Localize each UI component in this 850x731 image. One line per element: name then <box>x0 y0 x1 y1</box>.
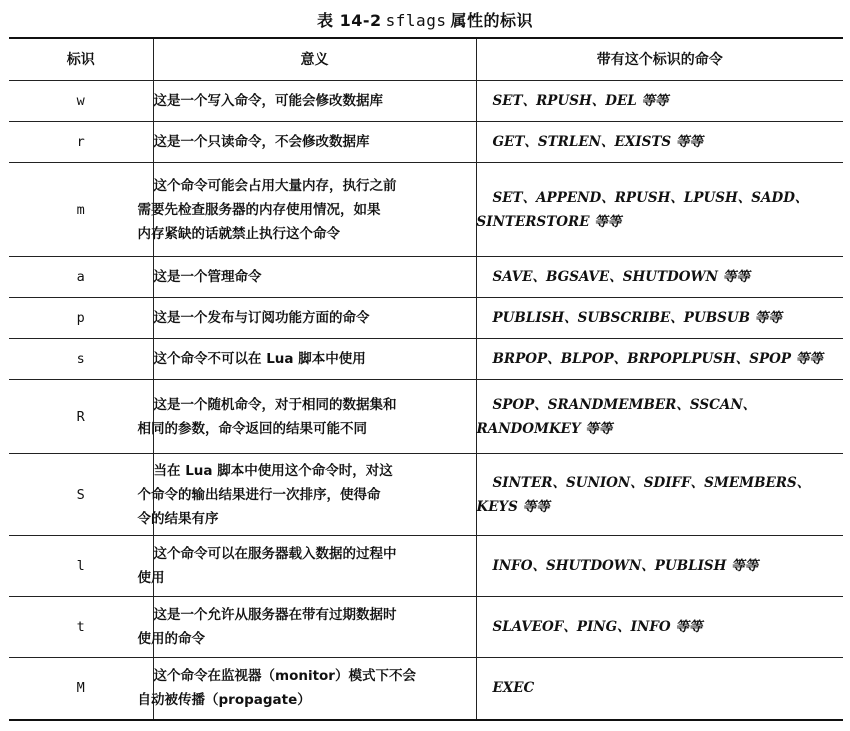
commands-cell <box>476 536 843 597</box>
flag-cell: s <box>9 339 153 380</box>
meaning-line: 这是一个允许从服务器在带有过期数据时 <box>153 607 397 623</box>
header-row <box>9 38 843 81</box>
meaning-cell <box>137 536 476 597</box>
commands-line: KEYS 等等 <box>476 498 550 515</box>
meaning-cell <box>153 339 476 380</box>
table-row <box>9 658 843 720</box>
table-row <box>9 454 843 536</box>
meaning-line: 这是一个随机命令，对于相同的数据集和 <box>153 396 397 413</box>
meaning-line: 这是一个发布与订阅功能方面的命令 <box>153 310 370 326</box>
commands-line: EXEC <box>492 680 535 697</box>
header-commands: 带有这个标识的命令 <box>476 38 843 81</box>
meaning-line: 个命令的输出结果进行一次排序，使得命 <box>137 486 381 503</box>
flag-cell: m <box>9 163 153 257</box>
table-row <box>9 380 843 454</box>
commands-line: INFO、SHUTDOWN、PUBLISH 等等 <box>492 558 759 574</box>
meaning-cell <box>137 658 476 720</box>
caption-label: 表 14-2 <box>317 11 382 30</box>
meaning-cell <box>153 81 476 122</box>
flag-cell: M <box>9 658 153 720</box>
commands-cell <box>476 298 843 339</box>
meaning-line: 这个命令在监视器（monitor）模式下不会 <box>153 668 416 685</box>
commands-line: BRPOP、BLPOP、BRPOPLPUSH、SPOP 等等 <box>492 351 823 367</box>
flag-cell: p <box>9 298 153 339</box>
commands-cell <box>476 81 843 122</box>
meaning-line: 令的结果有序 <box>137 510 219 527</box>
commands-line: SLAVEOF、PING、INFO 等等 <box>492 619 703 635</box>
meaning-line: 这是一个写入命令，可能会修改数据库 <box>153 93 383 109</box>
commands-cell <box>476 257 843 298</box>
commands-cell <box>476 658 843 720</box>
meaning-line: 这个命令可能会占用大量内存，执行之前 <box>153 177 397 194</box>
commands-line: SINTERSTORE 等等 <box>476 213 622 230</box>
flag-cell: l <box>9 536 153 597</box>
table-row <box>9 163 843 257</box>
commands-line: SINTER、SUNION、SDIFF、SMEMBERS、 <box>492 474 811 491</box>
table-row <box>9 597 843 658</box>
meaning-cell <box>153 122 476 163</box>
commands-line: PUBLISH、SUBSCRIBE、PUBSUB 等等 <box>492 310 782 326</box>
commands-cell <box>476 163 843 257</box>
commands-line: RANDOMKEY 等等 <box>476 420 613 437</box>
flag-cell: S <box>9 454 153 536</box>
commands-cell <box>476 122 843 163</box>
meaning-cell <box>137 454 476 536</box>
meaning-line: 这个命令可以在服务器载入数据的过程中 <box>153 546 397 562</box>
flag-cell: R <box>9 380 153 454</box>
commands-cell <box>476 597 843 658</box>
meaning-line: 这是一个只读命令，不会修改数据库 <box>153 134 370 150</box>
meaning-line: 这个命令不可以在 Lua 脚本中使用 <box>153 351 366 367</box>
commands-cell <box>476 339 843 380</box>
meaning-line: 这是一个管理命令 <box>153 269 262 285</box>
table-row <box>9 81 843 122</box>
table-row <box>9 339 843 380</box>
sflags-table <box>9 37 843 721</box>
caption-code: sflags <box>385 11 447 30</box>
header-meaning: 意义 <box>153 38 476 81</box>
flag-cell: a <box>9 257 153 298</box>
commands-line: SET、APPEND、RPUSH、LPUSH、SADD、 <box>492 189 809 206</box>
meaning-line: 需要先检查服务器的内存使用情况，如果 <box>137 201 381 218</box>
meaning-cell <box>153 298 476 339</box>
table-row <box>9 536 843 597</box>
commands-cell <box>476 454 843 536</box>
commands-line: SPOP、SRANDMEMBER、SSCAN、 <box>492 396 757 413</box>
meaning-line: 使用的命令 <box>137 631 205 647</box>
meaning-cell <box>153 257 476 298</box>
commands-cell <box>476 380 843 454</box>
meaning-line: 使用 <box>137 570 165 586</box>
meaning-line: 当在 Lua 脚本中使用这个命令时，对这 <box>153 462 393 479</box>
meaning-cell <box>137 163 476 257</box>
table-row <box>9 298 843 339</box>
commands-line: SAVE、BGSAVE、SHUTDOWN 等等 <box>492 269 750 285</box>
meaning-line: 自动被传播（propagate） <box>137 692 311 709</box>
meaning-cell <box>137 597 476 658</box>
flag-cell: t <box>9 597 153 658</box>
table-caption <box>0 8 850 31</box>
flag-cell: w <box>9 81 153 122</box>
meaning-cell <box>137 380 476 454</box>
caption-suffix: 属性的标识 <box>450 11 533 30</box>
meaning-line: 内存紧缺的话就禁止执行这个命令 <box>137 225 340 242</box>
commands-line: GET、STRLEN、EXISTS 等等 <box>492 134 703 150</box>
table-row <box>9 122 843 163</box>
flag-cell: r <box>9 122 153 163</box>
header-flag: 标识 <box>9 38 153 81</box>
meaning-line: 相同的参数，命令返回的结果可能不同 <box>137 420 367 437</box>
commands-line: SET、RPUSH、DEL 等等 <box>492 93 669 109</box>
table-row <box>9 257 843 298</box>
